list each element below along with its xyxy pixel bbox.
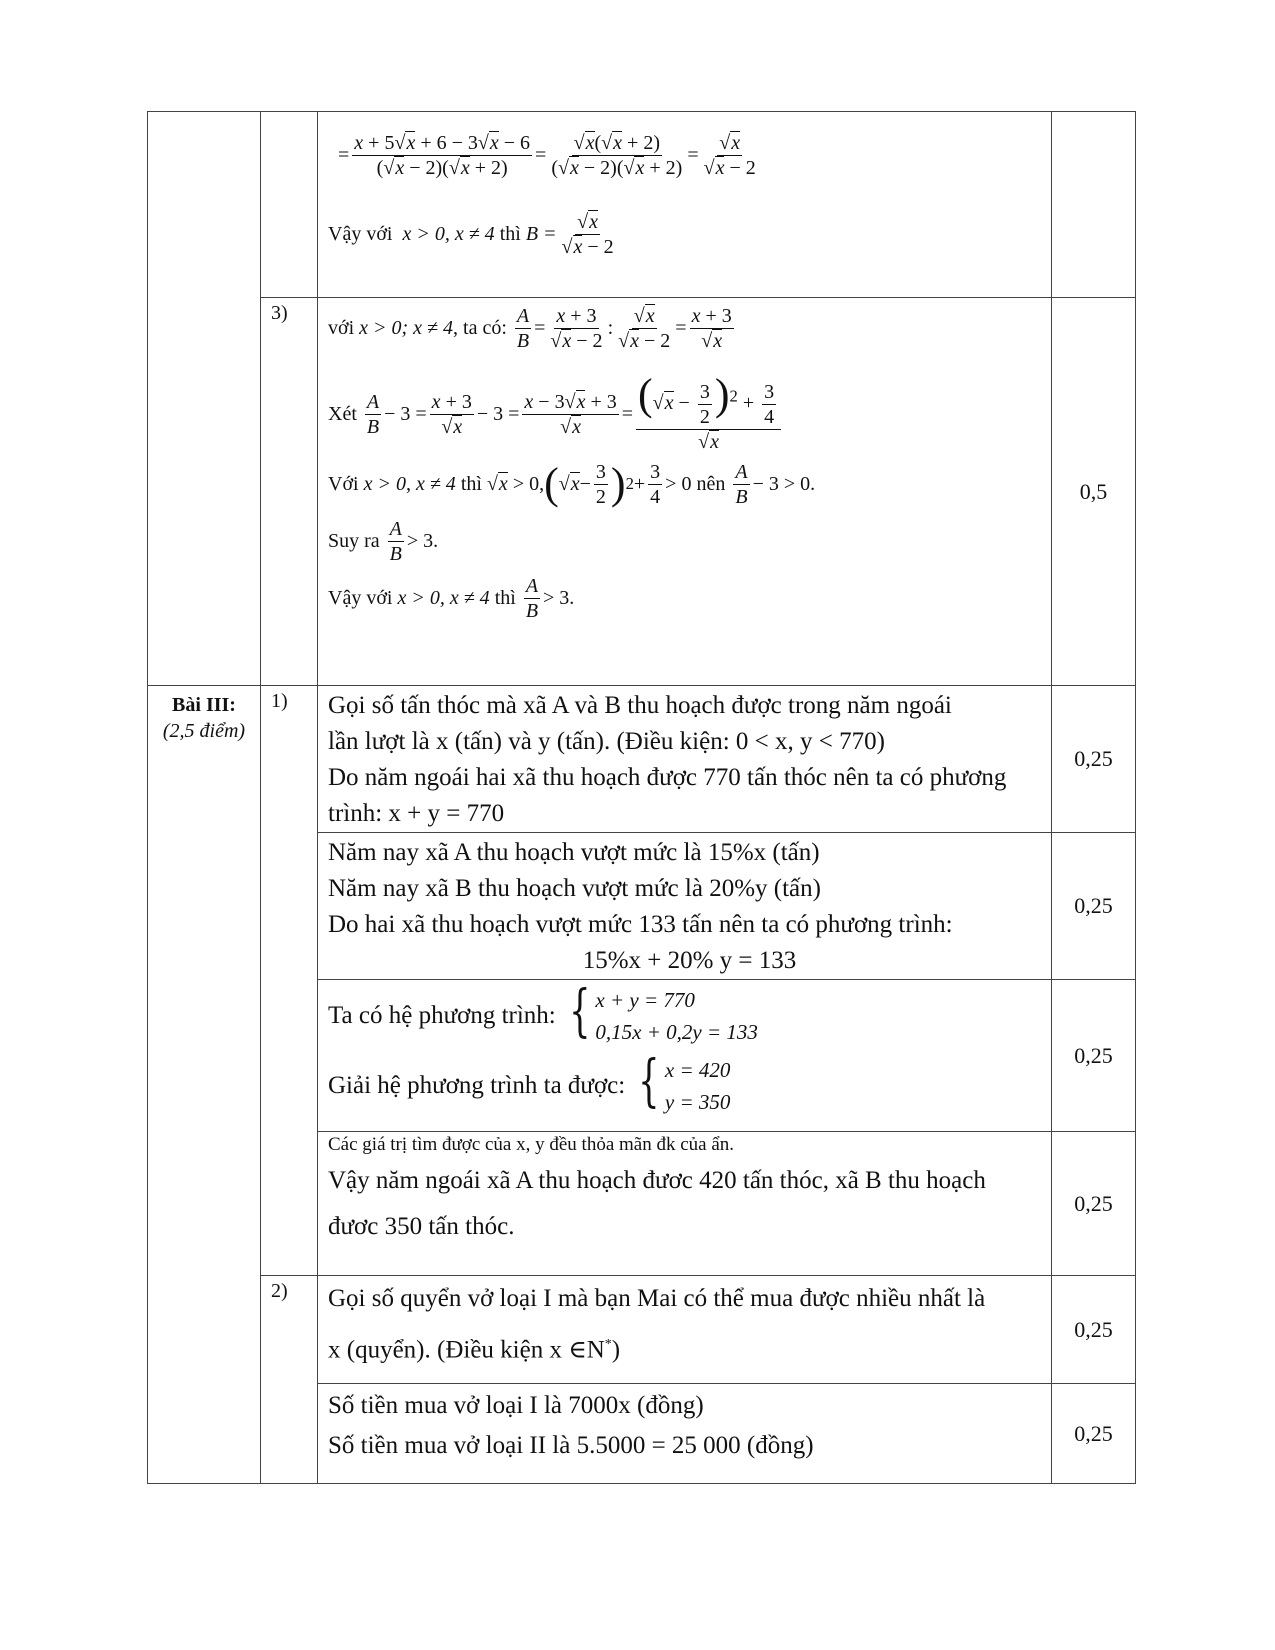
consider-difference: Xét $\frac{A}{B}$ − 3 = $\frac{x + 3}{√x}$ − 3 = $\frac{x - 3√x + 3}{√x}$ = (√x − $\frac{3}{2}$ )$^2$ + $\frac{3}{4}$ √x — [318, 375, 1051, 454]
score: 0,25 — [1052, 980, 1136, 1132]
system-solution: Giải hệ phương trình ta được: { x = 420 y = 350 — [328, 1049, 731, 1114]
deduce: Suy ra $\frac{A}{B}$ > 3. — [328, 517, 439, 565]
solution-cell — [318, 298, 1052, 686]
solution-cell: Gọi số quyển vở loại I mà bạn Mai có thể mua được nhiều nhất là x (quyển). (Điều kiện x ∈N*) — [318, 1276, 1052, 1384]
section-heading: Bài III: (2,5 điểm) — [148, 686, 261, 1484]
table-row — [148, 1276, 1136, 1384]
score: 0,5 — [1052, 298, 1136, 686]
positivity-argument: Với x > 0, x ≠ 4 thì √ x > 0, ( √ x − $\frac{3}{2}$ ) 2 + $\frac{3}{4}$ > 0 nên $\frac{A}{B}$ − 3 > 0. — [328, 459, 816, 509]
score: 0,25 — [1052, 686, 1136, 833]
system-of-equations: Ta có hệ phương trình: { x + y = 770 0,15x + 0,2y = 133 — [328, 979, 758, 1044]
formula-b-simplify: = $\frac{x + 5√x + 6 - 3√x - 6}{(√x - 2)(√x + 2)}$ = $\frac{√x(√x + 2)}{(√x - 2)(√x + 2)}$ = $\frac{√x}{√x - 2}$ — [338, 131, 756, 179]
score: 0,25 — [1052, 1132, 1136, 1276]
solution-cell: Số tiền mua vở loại I là 7000x (đồng) Số tiền mua vở loại II là 5.5000 = 25 000 (đồng) — [318, 1384, 1052, 1484]
solution-cell: Các giá trị tìm được của x, y đều thỏa mãn đk của ẩn. Vậy năm ngoái xã A thu hoạch đươc 420 tấn thóc, xã B thu hoạch đươc 350 tấn thóc. — [318, 1132, 1052, 1276]
solution-cell: Gọi số tấn thóc mà xã A và B thu hoạch được trong năm ngoái lần lượt là x (tấn) và y (tấn). (Điều kiện: 0 < x, y < 770) Do năm ngoái hai xã thu hoạch được 770 tấn thóc nên ta có phương trình: x + y = 770 — [318, 686, 1052, 833]
conclusion-b: Vậy với x > 0, x ≠ 4 thì B = $\frac{√x}{√x - 2}$ — [328, 211, 614, 258]
conclusion-q3: Vậy với x > 0, x ≠ 4 thì $\frac{A}{B}$ > 3. — [328, 574, 575, 622]
ratio-a-b: với x > 0; x ≠ 4 , ta có: $\frac{A}{B}$ = $\frac{x + 3}{√x - 2}$ : $\frac{√x}{√x - 2}$ = $\frac{x + 3}{√x}$ — [328, 305, 732, 352]
question-number: 3) — [261, 298, 318, 686]
answer-table — [147, 111, 1136, 1484]
solution-cell — [318, 112, 1052, 298]
score: 0,25 — [1052, 833, 1136, 980]
score: 0,25 — [1052, 1384, 1136, 1484]
solution-cell — [318, 980, 1052, 1132]
solution-cell: Năm nay xã A thu hoạch vượt mức là 15%x (tấn) Năm nay xã B thu hoạch vượt mức là 20%y (tấn) Do hai xã thu hoạch vượt mức 133 tấn nên ta có phương trình: 15%x + 20% y = 133 — [318, 833, 1052, 980]
question-number: 2) — [261, 1276, 318, 1484]
score: 0,25 — [1052, 1276, 1136, 1384]
question-number: 1) — [261, 686, 318, 1276]
table-row — [148, 686, 1136, 833]
table-row — [148, 112, 1136, 298]
table-row — [148, 298, 1136, 686]
